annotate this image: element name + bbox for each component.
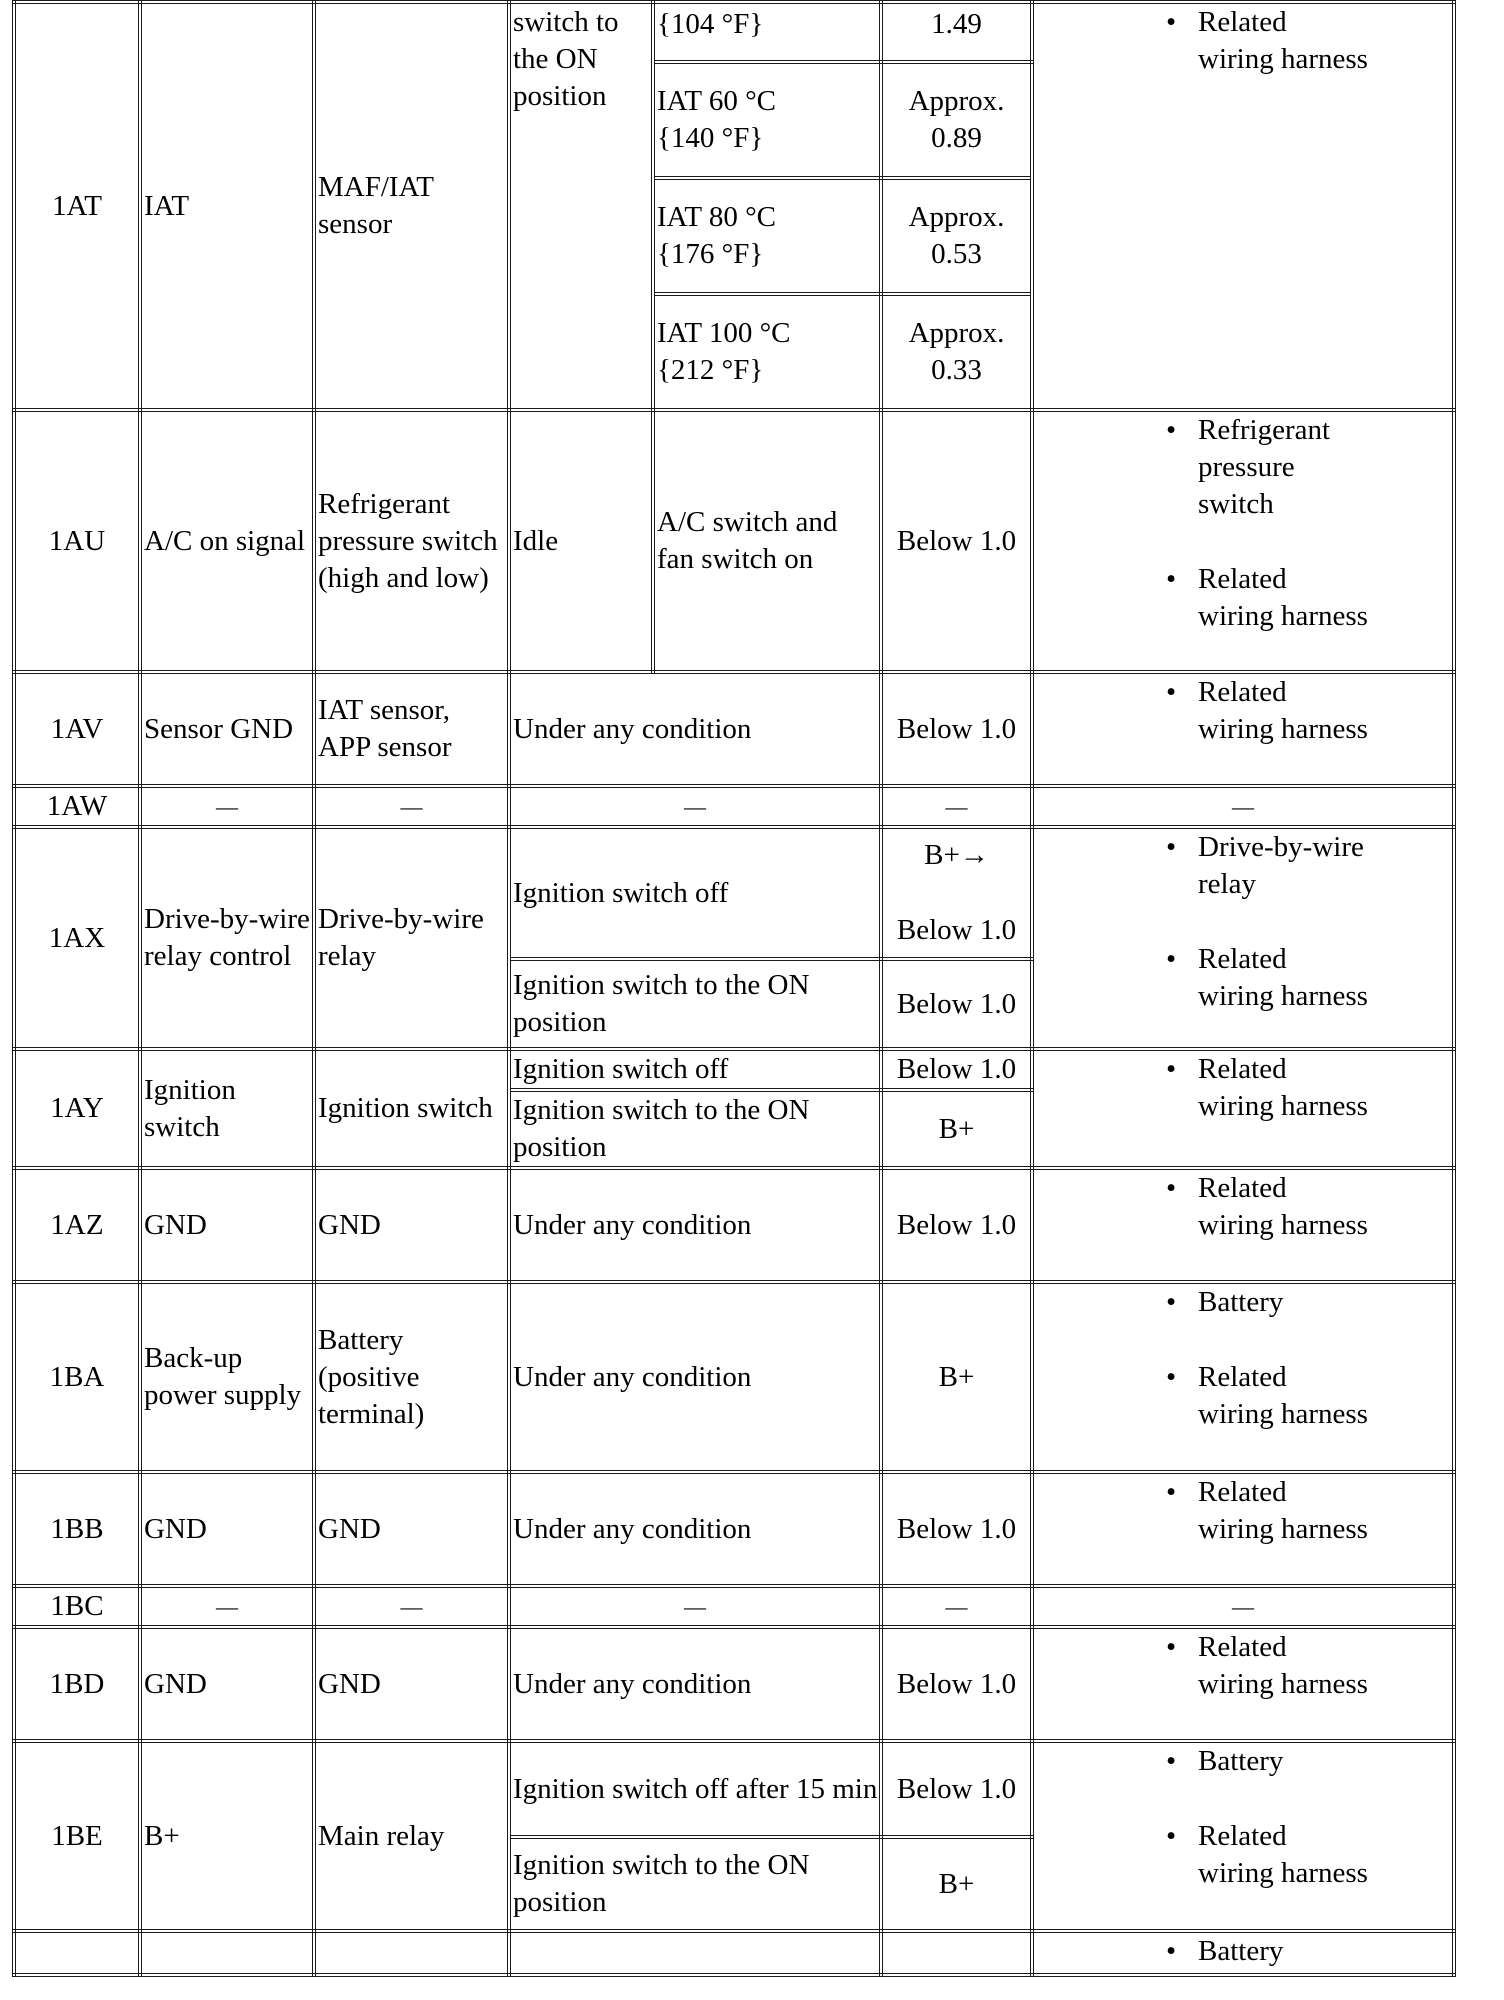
terminal-cell: 1AZ	[14, 1168, 140, 1282]
table-row	[14, 2, 1454, 62]
table-row	[14, 827, 1454, 959]
signal-cell: GND	[140, 1627, 314, 1741]
table-row	[14, 410, 1454, 672]
signal-cell: GND	[140, 1168, 314, 1282]
voltage-cell: Below 1.0	[881, 1472, 1032, 1586]
terminal-voltage-table-page	[12, 0, 1452, 1977]
voltage-cell: Below 1.0	[881, 1741, 1032, 1837]
signal-cell: Back-up power supply	[140, 1282, 314, 1472]
inspection-cell: —	[1032, 786, 1454, 827]
connected-to-cell: Ignition switch	[314, 1049, 509, 1168]
inspection-cell	[1032, 1168, 1454, 1282]
condition-cell: Under any condition	[509, 1472, 881, 1586]
connected-to-cell: GND	[314, 1472, 509, 1586]
connected-to-cell: Main relay	[314, 1741, 509, 1931]
terminal-cell: 1AT	[14, 2, 140, 410]
table-row	[14, 1049, 1454, 1090]
inspection-cell	[1032, 1282, 1454, 1472]
terminal-cell: 1AU	[14, 410, 140, 672]
table-row	[14, 1741, 1454, 1837]
inspection-item: • Battery	[1166, 1933, 1368, 1970]
table-row	[14, 1168, 1454, 1282]
signal-cell: Ignition switch	[140, 1049, 314, 1168]
table-row	[14, 1282, 1454, 1472]
signal-cell	[140, 1931, 314, 1975]
signal-cell: Sensor GND	[140, 672, 314, 786]
condition-cell: Ignition switch to the ON position	[509, 959, 881, 1049]
terminal-cell	[14, 1931, 140, 1975]
inspection-item: • Related wiring harness	[1166, 1818, 1368, 1892]
table-row	[14, 672, 1454, 786]
inspection-cell	[1032, 2, 1454, 410]
inspection-cell	[1032, 1049, 1454, 1168]
terminal-cell: 1AV	[14, 672, 140, 786]
condition-cell: Under any condition	[509, 672, 881, 786]
voltage-cell: —	[881, 786, 1032, 827]
terminal-cell: 1BA	[14, 1282, 140, 1472]
inspection-cell	[1032, 1741, 1454, 1931]
inspection-item: • Related wiring harness	[1166, 1629, 1368, 1703]
connected-to-cell: Drive-by-wire relay	[314, 827, 509, 1049]
voltage-cell: Approx. 0.33	[881, 294, 1032, 410]
connected-to-cell: Battery (positive terminal)	[314, 1282, 509, 1472]
condition-cell: Ignition switch to the ON position	[509, 1090, 881, 1168]
connected-to-cell: —	[314, 786, 509, 827]
signal-cell: —	[140, 1586, 314, 1627]
condition-cell: Under any condition	[509, 1282, 881, 1472]
inspection-cell	[1032, 1472, 1454, 1586]
voltage-cell: 1.49	[881, 2, 1032, 62]
table-row	[14, 786, 1454, 827]
voltage-cell: Approx. 0.53	[881, 178, 1032, 294]
sub-condition-cell: IAT 60 °C {140 °F}	[653, 62, 881, 178]
inspection-item: • Related wiring harness	[1166, 561, 1368, 635]
voltage-cell: Below 1.0	[881, 1168, 1032, 1282]
inspection-item: • Related wiring harness	[1166, 674, 1368, 748]
condition-cell: Ignition switch off	[509, 1049, 881, 1090]
condition-cell: Idle	[509, 410, 653, 672]
condition-cell	[509, 1931, 881, 1975]
condition-cell: Ignition switch off	[509, 827, 881, 959]
inspection-item: • Battery	[1166, 1284, 1368, 1321]
inspection-cell	[1032, 672, 1454, 786]
voltage-cell: —	[881, 1586, 1032, 1627]
sub-condition-cell: {104 °F}	[653, 2, 881, 62]
terminal-cell: 1AX	[14, 827, 140, 1049]
voltage-cell: Below 1.0	[881, 1049, 1032, 1090]
condition-cell: Under any condition	[509, 1168, 881, 1282]
terminal-cell: 1BC	[14, 1586, 140, 1627]
voltage-cell: Below 1.0	[881, 1627, 1032, 1741]
connected-to-cell: —	[314, 1586, 509, 1627]
terminal-cell: 1AY	[14, 1049, 140, 1168]
inspection-item: • Related wiring harness	[1166, 4, 1368, 78]
inspection-cell	[1032, 827, 1454, 1049]
condition-cell: Ignition switch off after 15 min	[509, 1741, 881, 1837]
condition-cell: —	[509, 786, 881, 827]
terminal-cell: 1BE	[14, 1741, 140, 1931]
signal-cell: A/C on signal	[140, 410, 314, 672]
voltage-cell: B+	[881, 1282, 1032, 1472]
terminal-voltage-table	[12, 0, 1456, 1977]
connected-to-cell: GND	[314, 1627, 509, 1741]
terminal-cell: 1AW	[14, 786, 140, 827]
inspection-cell	[1032, 410, 1454, 672]
condition-cell: —	[509, 1586, 881, 1627]
inspection-item: • Related wiring harness	[1166, 1359, 1368, 1433]
connected-to-cell: GND	[314, 1168, 509, 1282]
signal-cell: GND	[140, 1472, 314, 1586]
voltage-cell: Below 1.0	[881, 410, 1032, 672]
signal-cell: B+	[140, 1741, 314, 1931]
connected-to-cell: Refrigerant pressure switch (high and low)	[314, 410, 509, 672]
inspection-item: • Drive-by-wire relay	[1166, 829, 1368, 903]
voltage-cell: B+→ Below 1.0	[881, 827, 1032, 959]
signal-cell: —	[140, 786, 314, 827]
inspection-item: • Related wiring harness	[1166, 1051, 1368, 1125]
terminal-cell: 1BB	[14, 1472, 140, 1586]
inspection-cell: —	[1032, 1586, 1454, 1627]
sub-condition-cell: IAT 100 °C {212 °F}	[653, 294, 881, 410]
inspection-item: • Related wiring harness	[1166, 1474, 1368, 1548]
signal-cell: Drive-by-wire relay control	[140, 827, 314, 1049]
terminal-cell: 1BD	[14, 1627, 140, 1741]
table-row	[14, 1472, 1454, 1586]
voltage-cell: Below 1.0	[881, 672, 1032, 786]
table-row	[14, 1931, 1454, 1975]
inspection-item: • Battery	[1166, 1743, 1368, 1780]
sub-condition-cell: A/C switch and fan switch on	[653, 410, 881, 672]
connected-to-cell: IAT sensor, APP sensor	[314, 672, 509, 786]
condition-cell: switch to the ON position	[509, 2, 653, 410]
voltage-cell	[881, 1931, 1032, 1975]
inspection-cell	[1032, 1627, 1454, 1741]
voltage-cell: B+	[881, 1090, 1032, 1168]
connected-to-cell	[314, 1931, 509, 1975]
inspection-item: • Related wiring harness	[1166, 941, 1368, 1015]
table-row	[14, 1586, 1454, 1627]
voltage-cell: Approx. 0.89	[881, 62, 1032, 178]
voltage-cell: Below 1.0	[881, 959, 1032, 1049]
inspection-item: • Related wiring harness	[1166, 1170, 1368, 1244]
connected-to-cell: MAF/IAT sensor	[314, 2, 509, 410]
inspection-cell	[1032, 1931, 1454, 1975]
signal-cell: IAT	[140, 2, 314, 410]
table-row	[14, 1627, 1454, 1741]
condition-cell: Under any condition	[509, 1627, 881, 1741]
condition-cell: Ignition switch to the ON position	[509, 1837, 881, 1931]
inspection-item: • Refrigerant pressure switch	[1166, 412, 1368, 523]
voltage-cell: B+	[881, 1837, 1032, 1931]
sub-condition-cell: IAT 80 °C {176 °F}	[653, 178, 881, 294]
